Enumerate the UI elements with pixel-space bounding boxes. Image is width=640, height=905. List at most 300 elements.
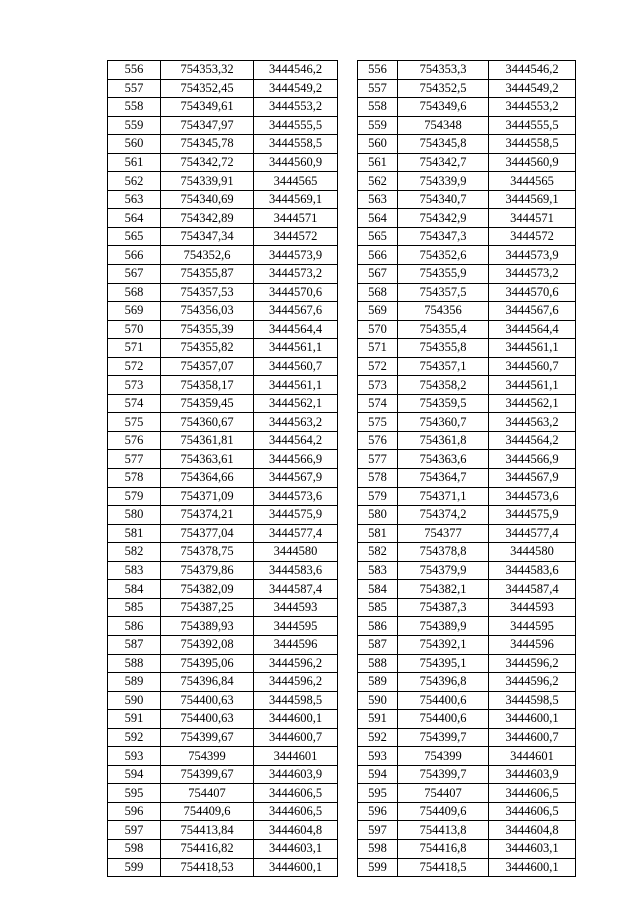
x-coordinate-cell: 754413,8 <box>398 821 489 840</box>
coordinates-table-right <box>357 60 576 877</box>
y-coordinate-cell: 3444570,6 <box>489 283 576 302</box>
y-coordinate-cell: 3444549,2 <box>489 79 576 98</box>
point-number-cell: 579 <box>108 487 161 506</box>
x-coordinate-cell: 754352,45 <box>161 79 254 98</box>
point-number-cell: 566 <box>358 246 398 265</box>
point-number-cell: 578 <box>108 469 161 488</box>
x-coordinate-cell: 754382,1 <box>398 580 489 599</box>
y-coordinate-cell: 3444603,1 <box>489 839 576 858</box>
table-row <box>358 580 576 599</box>
point-number-cell: 559 <box>108 116 161 135</box>
x-coordinate-cell: 754418,5 <box>398 858 489 877</box>
x-coordinate-cell: 754355,87 <box>161 265 254 284</box>
point-number-cell: 592 <box>108 728 161 747</box>
table-row <box>108 673 338 692</box>
point-number-cell: 572 <box>358 357 398 376</box>
table-row <box>108 190 338 209</box>
x-coordinate-cell: 754363,61 <box>161 450 254 469</box>
point-number-cell: 599 <box>358 858 398 877</box>
table-row <box>358 617 576 636</box>
x-coordinate-cell: 754364,7 <box>398 469 489 488</box>
table-row <box>108 728 338 747</box>
y-coordinate-cell: 3444546,2 <box>489 61 576 80</box>
table-row <box>358 561 576 580</box>
table-row <box>108 98 338 117</box>
x-coordinate-cell: 754356,03 <box>161 302 254 321</box>
point-number-cell: 593 <box>108 747 161 766</box>
table-row <box>108 561 338 580</box>
table-row <box>358 784 576 803</box>
point-number-cell: 572 <box>108 357 161 376</box>
table-row <box>358 506 576 525</box>
table-row <box>108 209 338 228</box>
table-row <box>358 858 576 877</box>
x-coordinate-cell: 754360,67 <box>161 413 254 432</box>
point-number-cell: 584 <box>358 580 398 599</box>
x-coordinate-cell: 754392,1 <box>398 635 489 654</box>
x-coordinate-cell: 754399 <box>398 747 489 766</box>
table-row <box>358 821 576 840</box>
point-number-cell: 564 <box>108 209 161 228</box>
table-row <box>108 469 338 488</box>
table-row <box>358 839 576 858</box>
y-coordinate-cell: 3444567,6 <box>489 302 576 321</box>
point-number-cell: 588 <box>358 654 398 673</box>
table-row <box>108 413 338 432</box>
point-number-cell: 595 <box>108 784 161 803</box>
x-coordinate-cell: 754355,39 <box>161 320 254 339</box>
x-coordinate-cell: 754396,8 <box>398 673 489 692</box>
table-row <box>108 524 338 543</box>
point-number-cell: 589 <box>108 673 161 692</box>
y-coordinate-cell: 3444604,8 <box>254 821 338 840</box>
table-row <box>108 580 338 599</box>
y-coordinate-cell: 3444565 <box>489 172 576 191</box>
point-number-cell: 556 <box>358 61 398 80</box>
y-coordinate-cell: 3444587,4 <box>489 580 576 599</box>
table-row <box>108 302 338 321</box>
table-row <box>358 635 576 654</box>
x-coordinate-cell: 754340,69 <box>161 190 254 209</box>
y-coordinate-cell: 3444606,5 <box>489 802 576 821</box>
x-coordinate-cell: 754357,5 <box>398 283 489 302</box>
table-row <box>108 283 338 302</box>
y-coordinate-cell: 3444577,4 <box>489 524 576 543</box>
point-number-cell: 569 <box>108 302 161 321</box>
table-row <box>108 747 338 766</box>
y-coordinate-cell: 3444561,1 <box>254 339 338 358</box>
table-row <box>108 376 338 395</box>
y-coordinate-cell: 3444587,4 <box>254 580 338 599</box>
x-coordinate-cell: 754377,04 <box>161 524 254 543</box>
table-row <box>108 802 338 821</box>
table-row <box>108 654 338 673</box>
x-coordinate-cell: 754357,07 <box>161 357 254 376</box>
x-coordinate-cell: 754395,06 <box>161 654 254 673</box>
x-coordinate-cell: 754387,25 <box>161 598 254 617</box>
point-number-cell: 595 <box>358 784 398 803</box>
point-number-cell: 593 <box>358 747 398 766</box>
point-number-cell: 589 <box>358 673 398 692</box>
y-coordinate-cell: 3444596 <box>254 635 338 654</box>
x-coordinate-cell: 754342,72 <box>161 153 254 172</box>
x-coordinate-cell: 754407 <box>161 784 254 803</box>
point-number-cell: 557 <box>108 79 161 98</box>
x-coordinate-cell: 754413,84 <box>161 821 254 840</box>
y-coordinate-cell: 3444580 <box>254 543 338 562</box>
coordinates-table-right-body <box>358 61 576 877</box>
table-row <box>358 320 576 339</box>
table-row <box>358 172 576 191</box>
y-coordinate-cell: 3444553,2 <box>254 98 338 117</box>
point-number-cell: 561 <box>358 153 398 172</box>
y-coordinate-cell: 3444573,6 <box>489 487 576 506</box>
x-coordinate-cell: 754353,3 <box>398 61 489 80</box>
y-coordinate-cell: 3444596,2 <box>489 654 576 673</box>
x-coordinate-cell: 754342,9 <box>398 209 489 228</box>
point-number-cell: 582 <box>108 543 161 562</box>
point-number-cell: 573 <box>358 376 398 395</box>
point-number-cell: 557 <box>358 79 398 98</box>
y-coordinate-cell: 3444595 <box>254 617 338 636</box>
point-number-cell: 585 <box>358 598 398 617</box>
x-coordinate-cell: 754399 <box>161 747 254 766</box>
point-number-cell: 581 <box>358 524 398 543</box>
x-coordinate-cell: 754359,45 <box>161 394 254 413</box>
x-coordinate-cell: 754342,7 <box>398 153 489 172</box>
point-number-cell: 580 <box>358 506 398 525</box>
x-coordinate-cell: 754409,6 <box>161 802 254 821</box>
y-coordinate-cell: 3444560,7 <box>254 357 338 376</box>
x-coordinate-cell: 754371,1 <box>398 487 489 506</box>
x-coordinate-cell: 754347,34 <box>161 227 254 246</box>
x-coordinate-cell: 754339,91 <box>161 172 254 191</box>
y-coordinate-cell: 3444600,1 <box>489 710 576 729</box>
y-coordinate-cell: 3444566,9 <box>254 450 338 469</box>
point-number-cell: 565 <box>108 227 161 246</box>
point-number-cell: 584 <box>108 580 161 599</box>
table-row <box>358 190 576 209</box>
table-row <box>108 153 338 172</box>
x-coordinate-cell: 754339,9 <box>398 172 489 191</box>
point-number-cell: 590 <box>358 691 398 710</box>
point-number-cell: 565 <box>358 227 398 246</box>
x-coordinate-cell: 754416,8 <box>398 839 489 858</box>
point-number-cell: 599 <box>108 858 161 877</box>
point-number-cell: 577 <box>108 450 161 469</box>
point-number-cell: 576 <box>358 431 398 450</box>
y-coordinate-cell: 3444564,4 <box>489 320 576 339</box>
point-number-cell: 578 <box>358 469 398 488</box>
table-row <box>358 376 576 395</box>
x-coordinate-cell: 754395,1 <box>398 654 489 673</box>
y-coordinate-cell: 3444600,7 <box>254 728 338 747</box>
table-row <box>108 227 338 246</box>
table-row <box>108 710 338 729</box>
x-coordinate-cell: 754407 <box>398 784 489 803</box>
table-row <box>358 246 576 265</box>
y-coordinate-cell: 3444560,7 <box>489 357 576 376</box>
point-number-cell: 591 <box>108 710 161 729</box>
y-coordinate-cell: 3444561,1 <box>489 376 576 395</box>
y-coordinate-cell: 3444606,5 <box>489 784 576 803</box>
y-coordinate-cell: 3444563,2 <box>489 413 576 432</box>
x-coordinate-cell: 754389,93 <box>161 617 254 636</box>
coordinates-table-left <box>107 60 338 877</box>
point-number-cell: 580 <box>108 506 161 525</box>
y-coordinate-cell: 3444598,5 <box>489 691 576 710</box>
y-coordinate-cell: 3444580 <box>489 543 576 562</box>
table-row <box>108 506 338 525</box>
table-row <box>358 765 576 784</box>
coordinates-table-left-body <box>108 61 338 877</box>
y-coordinate-cell: 3444560,9 <box>254 153 338 172</box>
point-number-cell: 592 <box>358 728 398 747</box>
x-coordinate-cell: 754399,7 <box>398 728 489 747</box>
x-coordinate-cell: 754382,09 <box>161 580 254 599</box>
table-row <box>108 116 338 135</box>
table-row <box>358 116 576 135</box>
table-row <box>108 394 338 413</box>
y-coordinate-cell: 3444573,9 <box>254 246 338 265</box>
point-number-cell: 583 <box>108 561 161 580</box>
x-coordinate-cell: 754371,09 <box>161 487 254 506</box>
point-number-cell: 597 <box>358 821 398 840</box>
point-number-cell: 562 <box>358 172 398 191</box>
y-coordinate-cell: 3444601 <box>254 747 338 766</box>
table-row <box>358 302 576 321</box>
y-coordinate-cell: 3444583,6 <box>489 561 576 580</box>
table-row <box>108 784 338 803</box>
table-row <box>108 246 338 265</box>
x-coordinate-cell: 754399,7 <box>398 765 489 784</box>
y-coordinate-cell: 3444566,9 <box>489 450 576 469</box>
y-coordinate-cell: 3444567,9 <box>489 469 576 488</box>
table-row <box>108 839 338 858</box>
table-row <box>358 524 576 543</box>
x-coordinate-cell: 754400,63 <box>161 691 254 710</box>
y-coordinate-cell: 3444561,1 <box>489 339 576 358</box>
x-coordinate-cell: 754400,6 <box>398 710 489 729</box>
point-number-cell: 574 <box>358 394 398 413</box>
point-number-cell: 588 <box>108 654 161 673</box>
y-coordinate-cell: 3444573,9 <box>489 246 576 265</box>
point-number-cell: 567 <box>108 265 161 284</box>
y-coordinate-cell: 3444562,1 <box>489 394 576 413</box>
table-row <box>358 673 576 692</box>
y-coordinate-cell: 3444603,9 <box>489 765 576 784</box>
y-coordinate-cell: 3444562,1 <box>254 394 338 413</box>
point-number-cell: 576 <box>108 431 161 450</box>
point-number-cell: 570 <box>358 320 398 339</box>
x-coordinate-cell: 754347,97 <box>161 116 254 135</box>
table-row <box>358 79 576 98</box>
y-coordinate-cell: 3444569,1 <box>489 190 576 209</box>
table-row <box>108 635 338 654</box>
y-coordinate-cell: 3444565 <box>254 172 338 191</box>
y-coordinate-cell: 3444573,2 <box>489 265 576 284</box>
x-coordinate-cell: 754359,5 <box>398 394 489 413</box>
y-coordinate-cell: 3444561,1 <box>254 376 338 395</box>
table-row <box>358 598 576 617</box>
x-coordinate-cell: 754389,9 <box>398 617 489 636</box>
point-number-cell: 587 <box>358 635 398 654</box>
point-number-cell: 560 <box>108 135 161 154</box>
y-coordinate-cell: 3444598,5 <box>254 691 338 710</box>
x-coordinate-cell: 754342,89 <box>161 209 254 228</box>
x-coordinate-cell: 754352,6 <box>161 246 254 265</box>
table-row <box>358 710 576 729</box>
table-row <box>358 227 576 246</box>
x-coordinate-cell: 754347,3 <box>398 227 489 246</box>
y-coordinate-cell: 3444571 <box>254 209 338 228</box>
y-coordinate-cell: 3444596,2 <box>254 673 338 692</box>
y-coordinate-cell: 3444569,1 <box>254 190 338 209</box>
y-coordinate-cell: 3444575,9 <box>254 506 338 525</box>
point-number-cell: 556 <box>108 61 161 80</box>
table-row <box>108 858 338 877</box>
x-coordinate-cell: 754355,9 <box>398 265 489 284</box>
x-coordinate-cell: 754409,6 <box>398 802 489 821</box>
table-row <box>108 691 338 710</box>
point-number-cell: 568 <box>108 283 161 302</box>
point-number-cell: 596 <box>108 802 161 821</box>
table-row <box>358 654 576 673</box>
table-row <box>358 394 576 413</box>
y-coordinate-cell: 3444572 <box>489 227 576 246</box>
y-coordinate-cell: 3444555,5 <box>254 116 338 135</box>
x-coordinate-cell: 754355,82 <box>161 339 254 358</box>
x-coordinate-cell: 754352,5 <box>398 79 489 98</box>
table-row <box>358 283 576 302</box>
y-coordinate-cell: 3444595 <box>489 617 576 636</box>
y-coordinate-cell: 3444600,1 <box>254 858 338 877</box>
point-number-cell: 598 <box>358 839 398 858</box>
table-row <box>358 728 576 747</box>
point-number-cell: 598 <box>108 839 161 858</box>
point-number-cell: 566 <box>108 246 161 265</box>
table-row <box>358 469 576 488</box>
point-number-cell: 558 <box>108 98 161 117</box>
x-coordinate-cell: 754396,84 <box>161 673 254 692</box>
point-number-cell: 577 <box>358 450 398 469</box>
x-coordinate-cell: 754379,86 <box>161 561 254 580</box>
x-coordinate-cell: 754348 <box>398 116 489 135</box>
point-number-cell: 581 <box>108 524 161 543</box>
x-coordinate-cell: 754378,75 <box>161 543 254 562</box>
y-coordinate-cell: 3444567,9 <box>254 469 338 488</box>
table-row <box>358 98 576 117</box>
x-coordinate-cell: 754378,8 <box>398 543 489 562</box>
x-coordinate-cell: 754374,21 <box>161 506 254 525</box>
table-row <box>358 747 576 766</box>
table-row <box>358 691 576 710</box>
y-coordinate-cell: 3444571 <box>489 209 576 228</box>
y-coordinate-cell: 3444546,2 <box>254 61 338 80</box>
x-coordinate-cell: 754361,81 <box>161 431 254 450</box>
y-coordinate-cell: 3444564,2 <box>489 431 576 450</box>
x-coordinate-cell: 754399,67 <box>161 765 254 784</box>
table-row <box>108 617 338 636</box>
y-coordinate-cell: 3444558,5 <box>254 135 338 154</box>
x-coordinate-cell: 754355,8 <box>398 339 489 358</box>
table-row <box>358 487 576 506</box>
table-row <box>108 61 338 80</box>
point-number-cell: 583 <box>358 561 398 580</box>
table-row <box>358 431 576 450</box>
point-number-cell: 594 <box>358 765 398 784</box>
y-coordinate-cell: 3444564,4 <box>254 320 338 339</box>
table-row <box>358 339 576 358</box>
y-coordinate-cell: 3444603,9 <box>254 765 338 784</box>
y-coordinate-cell: 3444600,1 <box>254 710 338 729</box>
y-coordinate-cell: 3444564,2 <box>254 431 338 450</box>
point-number-cell: 571 <box>108 339 161 358</box>
y-coordinate-cell: 3444601 <box>489 747 576 766</box>
point-number-cell: 585 <box>108 598 161 617</box>
table-row <box>108 135 338 154</box>
table-row <box>358 450 576 469</box>
x-coordinate-cell: 754345,8 <box>398 135 489 154</box>
y-coordinate-cell: 3444563,2 <box>254 413 338 432</box>
point-number-cell: 563 <box>108 190 161 209</box>
y-coordinate-cell: 3444593 <box>489 598 576 617</box>
x-coordinate-cell: 754352,6 <box>398 246 489 265</box>
point-number-cell: 596 <box>358 802 398 821</box>
y-coordinate-cell: 3444573,2 <box>254 265 338 284</box>
x-coordinate-cell: 754418,53 <box>161 858 254 877</box>
x-coordinate-cell: 754353,32 <box>161 61 254 80</box>
table-row <box>108 357 338 376</box>
y-coordinate-cell: 3444603,1 <box>254 839 338 858</box>
table-row <box>108 79 338 98</box>
point-number-cell: 586 <box>358 617 398 636</box>
table-row <box>108 339 338 358</box>
x-coordinate-cell: 754355,4 <box>398 320 489 339</box>
y-coordinate-cell: 3444596 <box>489 635 576 654</box>
point-number-cell: 587 <box>108 635 161 654</box>
table-row <box>358 357 576 376</box>
x-coordinate-cell: 754340,7 <box>398 190 489 209</box>
y-coordinate-cell: 3444570,6 <box>254 283 338 302</box>
y-coordinate-cell: 3444555,5 <box>489 116 576 135</box>
x-coordinate-cell: 754416,82 <box>161 839 254 858</box>
point-number-cell: 586 <box>108 617 161 636</box>
table-row <box>108 543 338 562</box>
point-number-cell: 582 <box>358 543 398 562</box>
x-coordinate-cell: 754400,63 <box>161 710 254 729</box>
x-coordinate-cell: 754349,6 <box>398 98 489 117</box>
table-row <box>358 135 576 154</box>
y-coordinate-cell: 3444560,9 <box>489 153 576 172</box>
table-row <box>108 431 338 450</box>
table-row <box>358 153 576 172</box>
table-row <box>108 487 338 506</box>
point-number-cell: 571 <box>358 339 398 358</box>
table-row <box>108 320 338 339</box>
point-number-cell: 594 <box>108 765 161 784</box>
point-number-cell: 570 <box>108 320 161 339</box>
point-number-cell: 590 <box>108 691 161 710</box>
y-coordinate-cell: 3444593 <box>254 598 338 617</box>
y-coordinate-cell: 3444604,8 <box>489 821 576 840</box>
table-row <box>108 172 338 191</box>
point-number-cell: 591 <box>358 710 398 729</box>
x-coordinate-cell: 754356 <box>398 302 489 321</box>
point-number-cell: 575 <box>108 413 161 432</box>
table-row <box>358 265 576 284</box>
point-number-cell: 575 <box>358 413 398 432</box>
